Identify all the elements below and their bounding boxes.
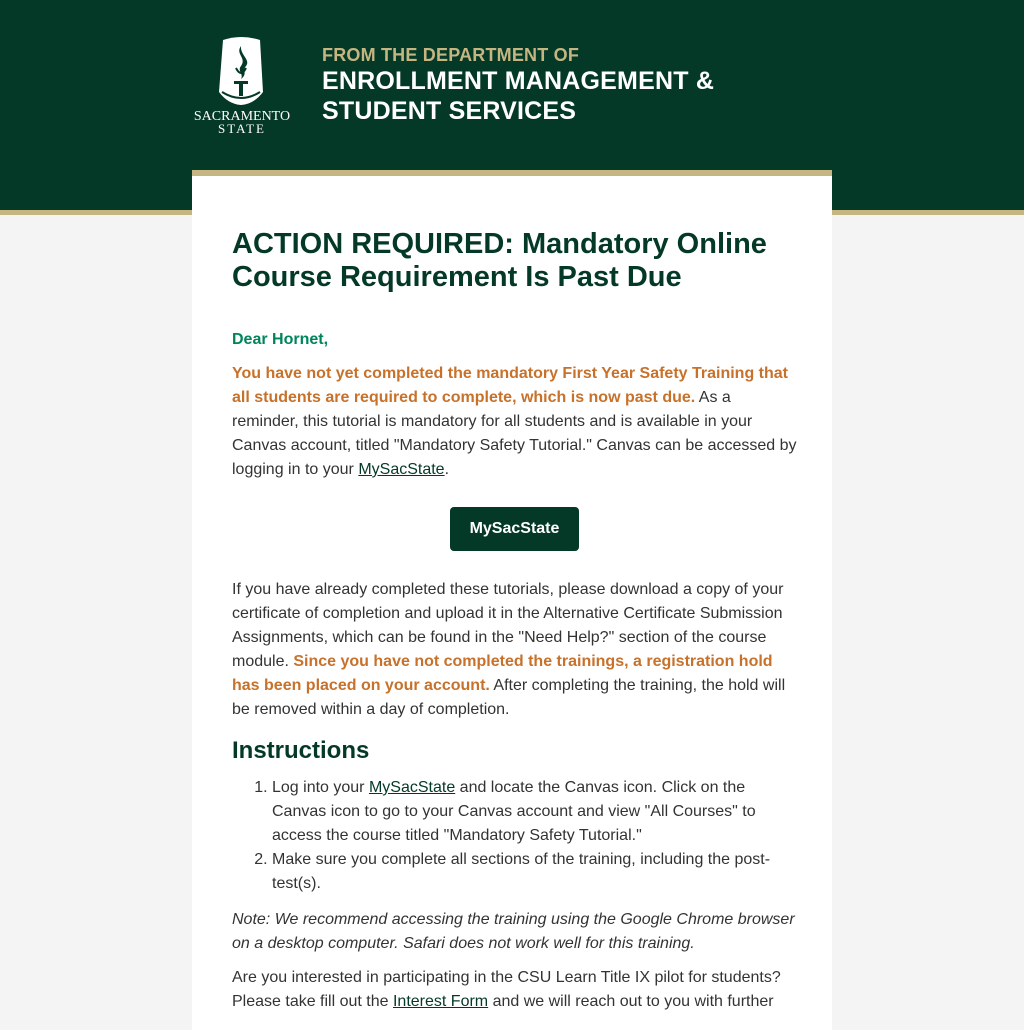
past-due-warning: You have not yet completed the mandatory First Year Safety Training that all students are required to complete, which is now past due.: [232, 365, 788, 406]
paragraph-completion: [232, 578, 797, 722]
instructions-list: [232, 776, 797, 896]
paragraph-text: As a reminder, this tutorial is mandatory for all students and is available in your Canvas account, titled "Mandatory Safety Tutorial." Canvas can be accessed by logging in to your: [232, 389, 797, 478]
interest-form-link[interactable]: Interest Form: [392, 993, 489, 1010]
email-body-card: [192, 170, 832, 1030]
instructions-heading: Instructions: [232, 737, 370, 764]
svg-text:STATE: STATE: [218, 121, 266, 136]
paragraph-text: After completing the training, the hold will be removed within a day of completion.: [232, 677, 786, 718]
paragraph-text: If you have already completed these tutorials, please download a copy of your certificate of completion and upload it in the Alternative Certificate Submission Assignments, which can be found in the "Need Help?" section of the course module.: [232, 581, 784, 670]
list-item: 2. Make sure you complete all sections of the training, including the post-test(s).: [272, 848, 797, 896]
email-content: [232, 228, 797, 1014]
browser-note: Note: We recommend accessing the training using the Google Chrome browser on a desktop computer. Safari does not work well for this training.: [232, 911, 795, 952]
svg-text:SACRAMENTO: SACRAMENTO: [193, 109, 291, 124]
greeting: Dear Hornet,: [232, 331, 329, 348]
header-kicker: FROM THE DEPARTMENT OF: [322, 45, 580, 65]
cta-wrapper: [232, 507, 797, 551]
email-title: ACTION REQUIRED: Mandatory Online Course Requirement Is Past Due: [232, 228, 767, 293]
mysacstate-button[interactable]: MySacState: [450, 507, 580, 551]
paragraph-title-ix-pilot: Are you interested in participating in the CSU Learn Title IX pilot for students? Please take fill out the Interest Form and we will reach out to you with further: [232, 969, 781, 1010]
header-title-block: [322, 44, 802, 126]
department-name-line2: STUDENT SERVICES: [322, 97, 577, 125]
department-name-line1: ENROLLMENT MANAGEMENT &: [322, 67, 715, 95]
sacramento-state-logo[interactable]: [192, 34, 292, 138]
registration-hold-warning: Since you have not completed the trainings, a registration hold has been placed on your account.: [232, 653, 773, 694]
mysacstate-link[interactable]: MySacState: [368, 779, 456, 796]
list-item: 1. Log into your MySacState and locate the Canvas icon. Click on the Canvas icon to go to your Canvas account and view "All Courses" to access the course titled "Mandatory Safety Tutorial.": [272, 776, 797, 848]
paragraph-past-due: You have not yet completed the mandatory First Year Safety Training that all students are required to complete, which is now past due. As a reminder, this tutorial is mandatory for all students and is available in your Canvas account, titled "Mandatory Safety Tutorial." Canvas can be accessed by logging in to your MySacState.: [232, 365, 797, 478]
mysacstate-link[interactable]: MySacState: [358, 461, 445, 478]
